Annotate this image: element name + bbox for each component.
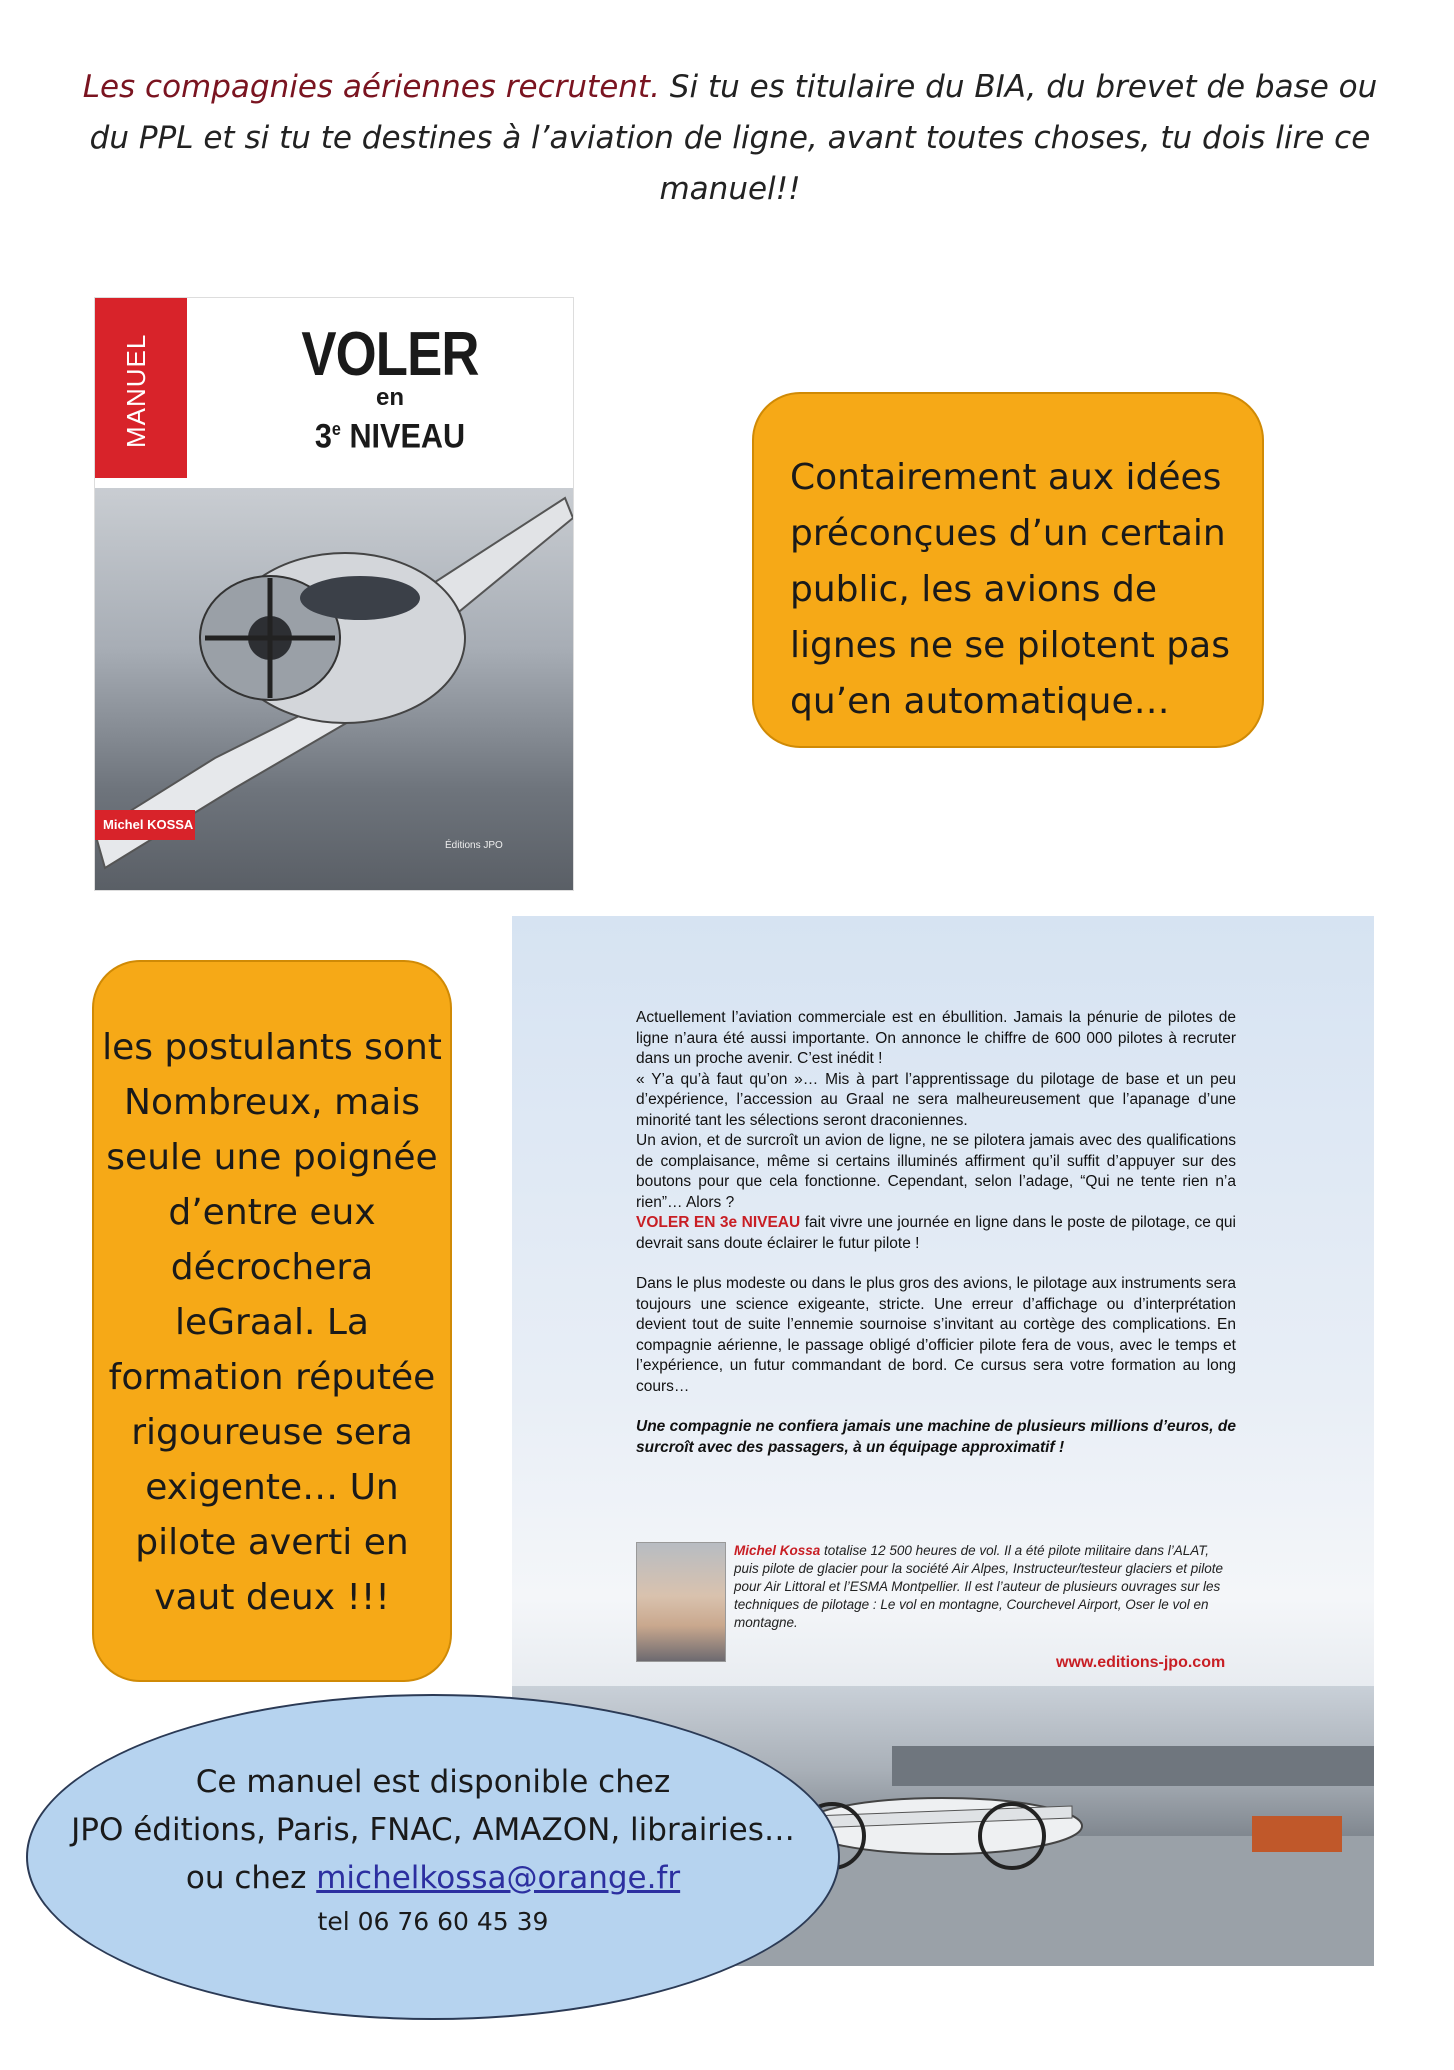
back-paragraph-2: « Y’a qu’à faut qu’on »… Mis à part l’apprentissage du pilotage de base et un peu d’expérience, l’accession au Graal ne sera malheureusement que l’apanage d’une minorité tant les sélections seront draconiennes. bbox=[636, 1070, 1236, 1129]
availability-line1: Ce manuel est disponible chez bbox=[195, 1764, 671, 1800]
email-link[interactable]: michelkossa@orange.fr bbox=[316, 1860, 681, 1896]
cover-author: Michel KOSSA bbox=[95, 810, 195, 840]
callout-automatique: Contairement aux idées préconçues d’un certain public, les avions de lignes ne se pilotent pas qu’en automatique… bbox=[752, 392, 1264, 748]
cover-title-sup: e bbox=[331, 419, 341, 439]
cover-title-line3 bbox=[287, 410, 494, 455]
author-bio-rest: totalise 12 500 heures de vol. Il a été pilote militaire dans l’ALAT, puis pilote de glacier pour la société Air Alpes, Instructeur/testeur glaciers et pilote pour Air Littoral et l’ESMA Montpellier. Il est l’auteur de plusieurs ouvrages sur les techniques de pilotage : Le vol en montagne, Courchevel Airport, Oser le vol en montagne. bbox=[734, 1543, 1223, 1630]
back-paragraph-6: Une compagnie ne confiera jamais une machine de plusieurs millions d’euros, de surcroît avec des passagers, à un équipage approximatif ! bbox=[636, 1418, 1236, 1456]
author-name: Michel Kossa bbox=[734, 1543, 821, 1558]
back-paragraph-5: Dans le plus modeste ou dans le plus gros des avions, le pilotage aux instruments sera toujours une science exigeante, stricte. Une erreur d’affichage ou d’interprétation devient tout de suite l’ennemie sournoise s’invitant au cortège des complications. En compagnie aérienne, le passage obligé d’officier pilote fera de vous, avec le temps et l’expérience, un futur commandant de bord. Ce cursus sera votre formation au long cours… bbox=[636, 1275, 1236, 1395]
back-paragraph-4-rest: fait vivre une journée en ligne dans le poste de pilotage, ce qui devrait sans doute éclairer le futur pilote ! bbox=[636, 1214, 1236, 1252]
cover-title-word: NIVEAU bbox=[340, 417, 466, 456]
back-paragraph-3: Un avion, et de surcroît un avion de ligne, ne se pilotera jamais avec des qualifications de complaisance, même si certains illuminés affirment qu’il suffit d’appuyer sur des boutons pour que cela fonctionne. Cependant, selon l’adage, “Qui ne tente rien n’a rien”… Alors ? bbox=[636, 1132, 1236, 1211]
back-paragraph-1: Actuellement l’aviation commerciale est en ébullition. Jamais la pénurie de pilotes de ligne n’aura été aussi importante. On annonce le chiffre de 600 000 pilotes à recruter dans un proche avenir. C’est inédit ! bbox=[636, 1009, 1236, 1067]
author-bio-text bbox=[734, 1542, 1236, 1632]
publisher-website[interactable]: www.editions-jpo.com bbox=[1056, 1654, 1226, 1671]
back-paragraph-4 bbox=[636, 1213, 1236, 1254]
callout-postulants: les postulants sont Nombreux, mais seule une poignée d’entre eux décrochera leGraal. La formation réputée rigoureuse sera exigente… Un pilote averti en vaut deux !!! bbox=[92, 960, 452, 1682]
intro-accent: Les compagnies aériennes recrutent. bbox=[82, 69, 660, 105]
availability-ellipse bbox=[26, 1694, 840, 2020]
cover-title-number: 3 bbox=[314, 417, 332, 456]
phone-number: tel 06 76 60 45 39 bbox=[317, 1907, 549, 1936]
availability-line3 bbox=[28, 1854, 838, 1902]
cover-band-label: MANUEL bbox=[121, 333, 151, 448]
cover-title bbox=[275, 320, 505, 456]
intro-rest: Si tu es titulaire du BIA, du brevet de base ou du PPL et si tu te destines à l’aviation de ligne, avant toutes choses, tu dois lire ce manuel!! bbox=[89, 69, 1378, 207]
author-portrait bbox=[636, 1542, 726, 1662]
cover-publisher: Éditions JPO bbox=[445, 840, 503, 851]
cover-title-line1: VOLER bbox=[301, 320, 479, 389]
availability-line3-prefix: ou chez bbox=[185, 1860, 317, 1896]
back-book-title: VOLER EN 3e NIVEAU bbox=[636, 1214, 801, 1231]
availability-line2: JPO éditions, Paris, FNAC, AMAZON, librairies… bbox=[71, 1812, 795, 1848]
book-cover bbox=[95, 298, 573, 890]
intro-text bbox=[80, 62, 1380, 215]
back-cover-text bbox=[636, 1008, 1236, 1458]
cover-title-line2: en bbox=[375, 384, 404, 411]
